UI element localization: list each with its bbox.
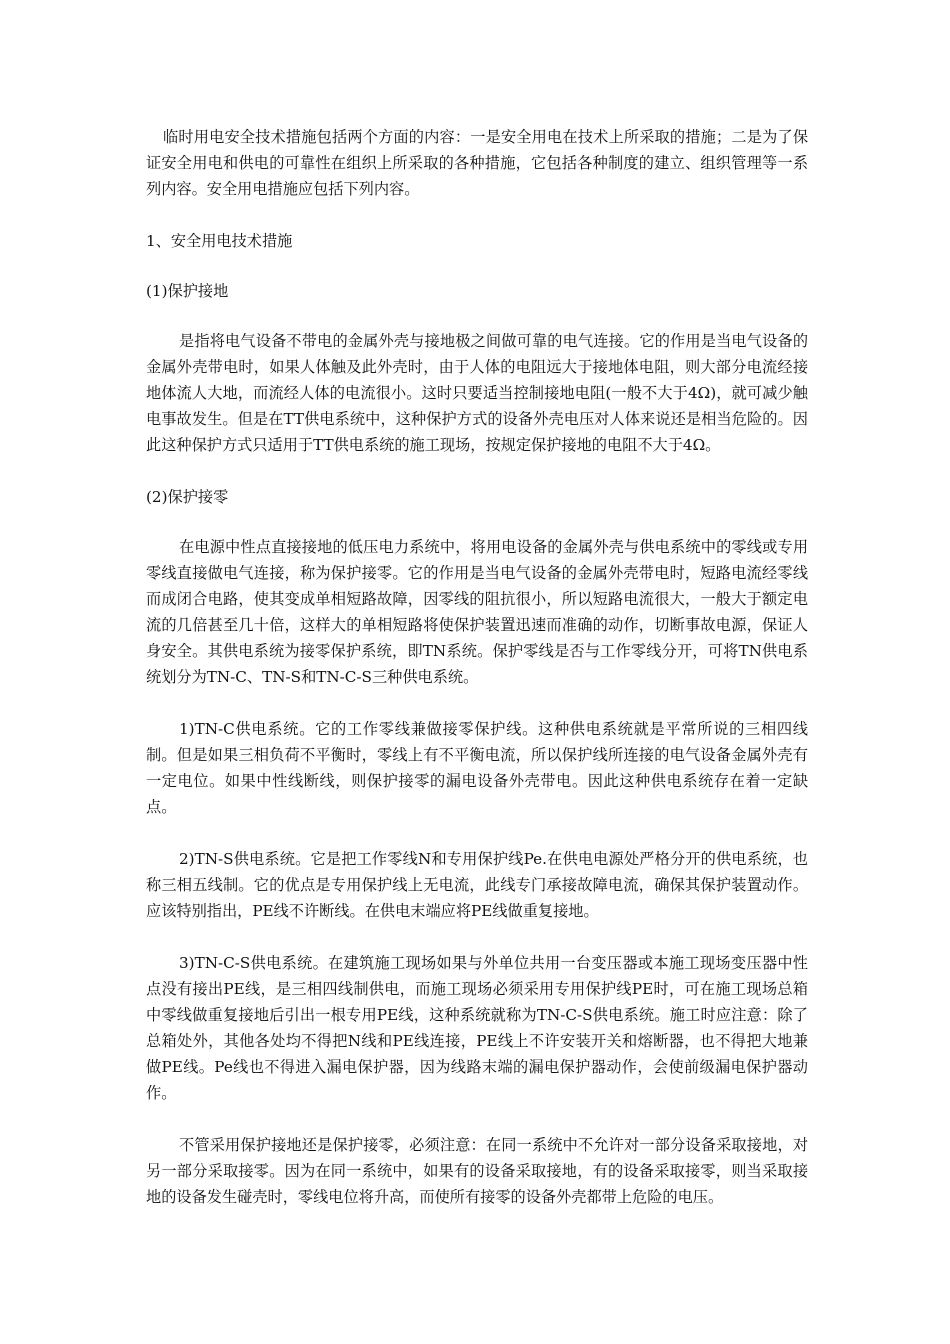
intro-paragraph: 临时用电安全技术措施包括两个方面的内容：一是安全用电在技术上所采取的措施；二是为了保证安全用电和供电的可靠性在组织上所采取的各种措施，它包括各种制度的建立、组织管理等一系列内容。安全用电措施应包括下列内容。 <box>146 128 808 198</box>
section-heading: 1、安全用电技术措施 <box>146 232 293 250</box>
closing-paragraph: 不管采用保护接地还是保护接零，必须注意：在同一系统中不允许对一部分设备采取接地，对另一部分采取接零。因为在同一系统中，如果有的设备采取接地，有的设备采取接零，则当采取接地的设备发生碰壳时，零线电位将升高，而使所有接零的设备外壳都带上危险的电压。 <box>146 1136 808 1206</box>
tn-c-paragraph: 1)TN-C供电系统。它的工作零线兼做接零保护线。这种供电系统就是平常所说的三相四线制。但是如果三相负荷不平衡时，零线上有不平衡电流，所以保护线所连接的电气设备金属外壳有一定电位。如果中性线断线，则保护接零的漏电设备外壳带电。因此这种供电系统存在着一定缺点。 <box>146 720 808 816</box>
neutral-paragraph: 在电源中性点直接接地的低压电力系统中，将用电设备的金属外壳与供电系统中的零线或专用零线直接做电气连接，称为保护接零。它的作用是当电气设备的金属外壳带电时，短路电流经零线而成闭合电路，使其变成单相短路故障，因零线的阻抗很小，所以短路电流很大，一般大于额定电流的几倍甚至几十倍，这样大的单相短路将使保护装置迅速而准确的动作，切断事故电源，保证人身安全。其供电系统为接零保护系统，即TN系统。保护零线是否与工作零线分开，可将TN供电系统划分为TN-C、TN-S和TN-C-S三种供电系统。 <box>146 538 808 686</box>
tn-s-paragraph: 2)TN-S供电系统。它是把工作零线N和专用保护线Pe.在供电电源处严格分开的供电系统，也称三相五线制。它的优点是专用保护线上无电流，此线专门承接故障电流，确保其保护装置动作。应该特别指出，PE线不许断线。在供电末端应将PE线做重复接地。 <box>146 850 808 920</box>
document-page <box>146 124 808 1210</box>
subsection-heading-grounding: (1)保护接地 <box>146 282 229 300</box>
grounding-paragraph: 是指将电气设备不带电的金属外壳与接地极之间做可靠的电气连接。它的作用是当电气设备的金属外壳带电时，如果人体触及此外壳时，由于人体的电阻远大于接地体电阻，则大部分电流经接地体流人大地，而流经人体的电流很小。这时只要适当控制接地电阻(一般不大于4Ω)，就可减少触电事故发生。但是在TT供电系统中，这种保护方式的设备外壳电压对人体来说还是相当危险的。因此这种保护方式只适用于TT供电系统的施工现场，按规定保护接地的电阻不大于4Ω。 <box>146 332 808 454</box>
subsection-heading-neutral: (2)保护接零 <box>146 488 229 506</box>
tn-c-s-paragraph: 3)TN-C-S供电系统。在建筑施工现场如果与外单位共用一台变压器或本施工现场变压器中性点没有接出PE线，是三相四线制供电，而施工现场必须采用专用保护线PE时，可在施工现场总箱中零线做重复接地后引出一根专用PE线，这种系统就称为TN-C-S供电系统。施工时应注意：除了总箱处外，其他各处均不得把N线和PE线连接，PE线上不许安装开关和熔断器，也不得把大地兼做PE线。Pe线也不得进入漏电保护器，因为线路末端的漏电保护器动作，会使前级漏电保护器动作。 <box>146 954 808 1102</box>
